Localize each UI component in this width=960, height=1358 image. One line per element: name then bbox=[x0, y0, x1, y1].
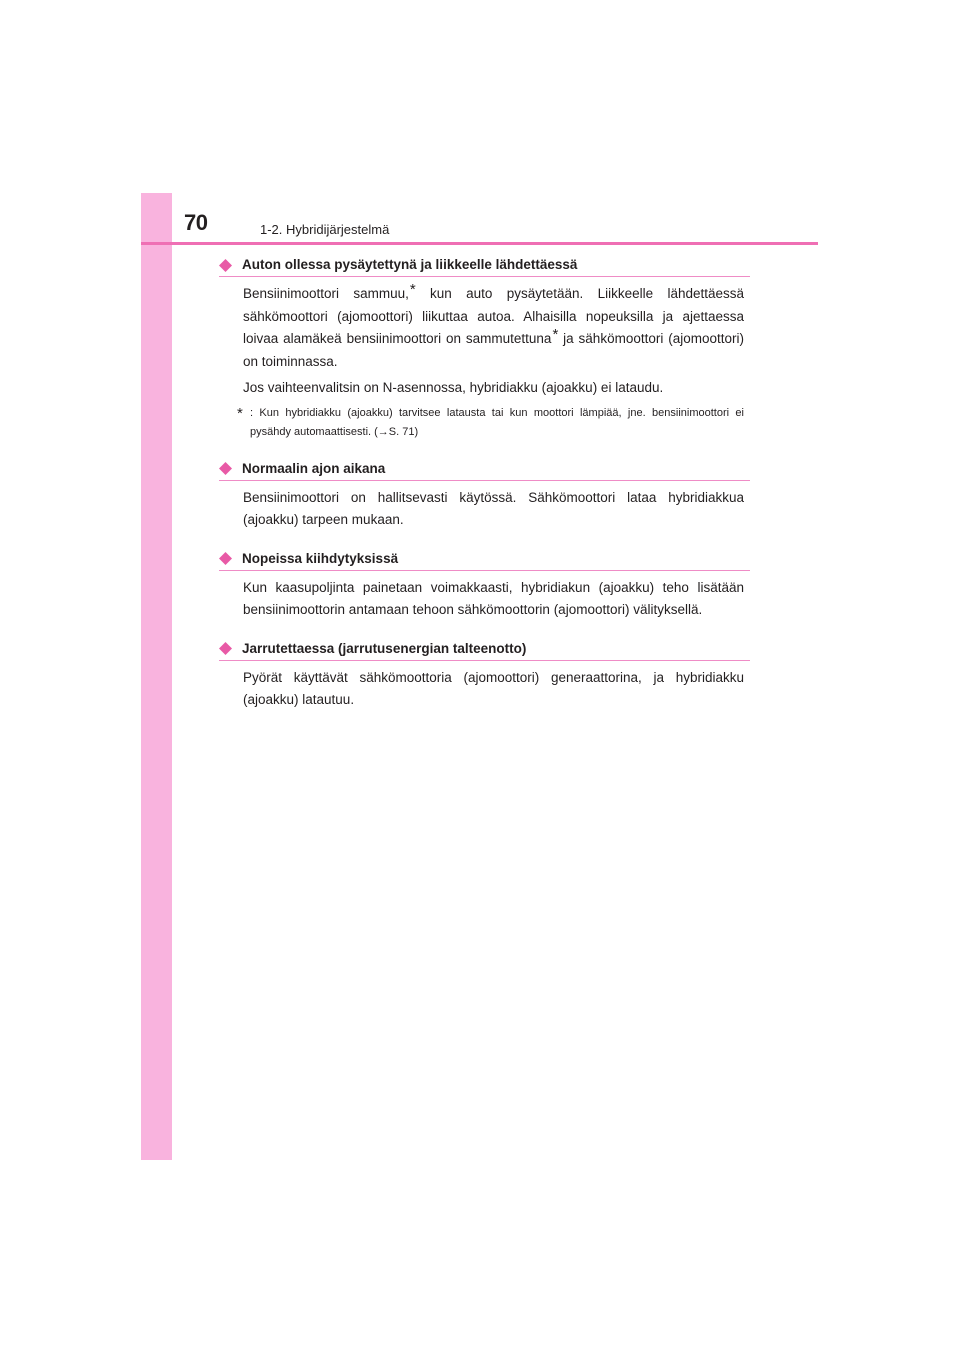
paragraph: Kun kaasupoljinta painetaan voimakkaasti, hybridiakun (ajoakku) teho lisätään bensiinimoottorin antamaan tehoon sähkömoottorin (ajomoottori) välityksellä. bbox=[243, 579, 744, 617]
section-stopped-and-starting bbox=[219, 254, 750, 442]
chapter-title: 1-2. Hybridijärjestelmä bbox=[260, 222, 390, 237]
paragraph: Bensiinimoottori on hallitsevasti käytössä. Sähkömoottori lataa hybridiakkua (ajoakku) tarpeen mukaan. bbox=[243, 489, 744, 527]
section-hard-acceleration bbox=[219, 548, 750, 622]
footnote bbox=[237, 404, 744, 442]
text-run: ja sähkömoottori (ajomoottori) on toiminnassa. bbox=[243, 331, 744, 369]
section-regenerative-braking bbox=[219, 638, 750, 712]
text-run: kun auto pysäytetään. Liikkeelle lähdettäessä sähkömoottori (ajomoottori) liikuttaa autoa. Alhaisilla nopeuksilla ja ajettaessa loivaa alamäkeä bensiinimoottori on sammutettuna bbox=[243, 286, 745, 346]
diamond-icon bbox=[219, 259, 232, 272]
paragraph: Jos vaihteenvalitsin on N-asennossa, hybridiakku (ajoakku) ei lataudu. bbox=[243, 380, 664, 395]
paragraph: Pyörät käyttävät sähkömoottoria (ajomoottori) generaattorina, ja hybridiakku (ajoakku) latautuu. bbox=[243, 669, 744, 707]
section-title: Jarrutettaessa (jarrutusenergian talteenotto) bbox=[242, 640, 527, 656]
header-rule bbox=[141, 242, 818, 245]
page-content bbox=[219, 254, 750, 728]
text-run: Bensiinimoottori sammuu, bbox=[243, 286, 409, 301]
section-heading bbox=[219, 458, 750, 481]
side-tab-bar bbox=[141, 193, 172, 1160]
section-heading bbox=[219, 254, 750, 277]
diamond-icon bbox=[219, 552, 232, 565]
footnote-asterisk: * bbox=[237, 404, 243, 422]
paragraph bbox=[243, 283, 744, 373]
asterisk-mark: * bbox=[409, 281, 416, 298]
asterisk-mark: * bbox=[552, 326, 559, 343]
diamond-icon bbox=[219, 642, 232, 655]
section-title: Auton ollessa pysäytettynä ja liikkeelle lähdettäessä bbox=[242, 257, 578, 273]
footnote-text: : Kun hybridiakku (ajoakku) tarvitsee latausta tai kun moottori lämpiää, jne. bensiinimoottori ei pysähdy automaattisesti. (→S. 71) bbox=[250, 406, 744, 438]
diamond-icon bbox=[219, 462, 232, 475]
section-heading bbox=[219, 638, 750, 661]
section-normal-driving bbox=[219, 458, 750, 532]
section-title: Normaalin ajon aikana bbox=[242, 460, 386, 476]
section-title: Nopeissa kiihdytyksissä bbox=[242, 550, 399, 566]
section-heading bbox=[219, 548, 750, 571]
page-number: 70 bbox=[184, 210, 208, 235]
